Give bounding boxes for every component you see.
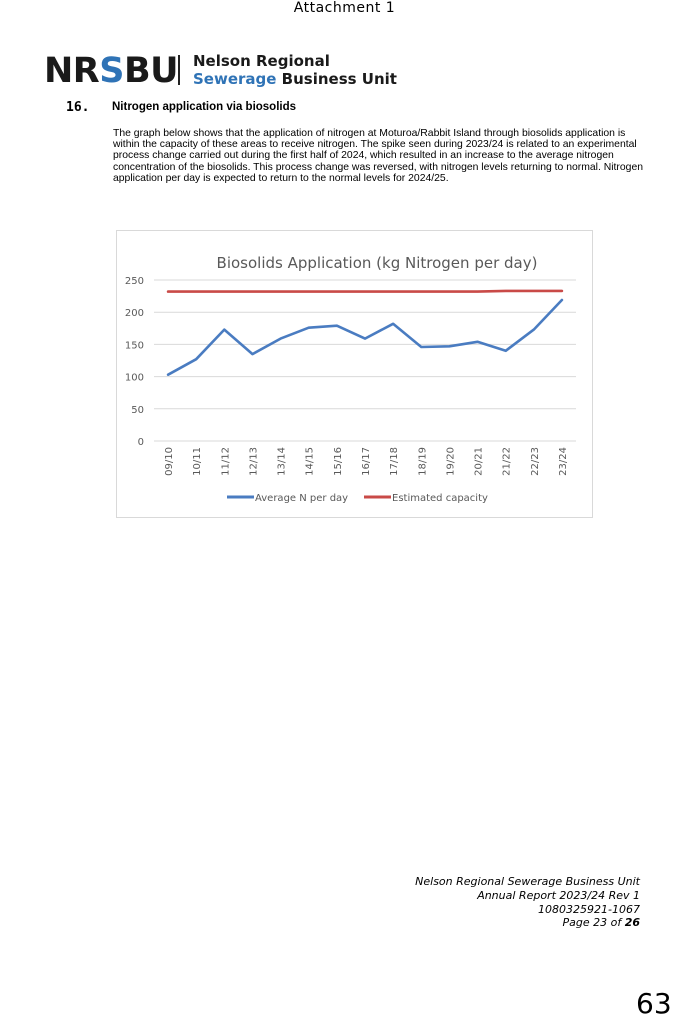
page-number: 63 xyxy=(636,987,672,1020)
y-tick-label: 0 xyxy=(137,437,144,448)
legend-label: Average N per day xyxy=(255,493,349,504)
x-tick-label: 19/20 xyxy=(445,447,457,476)
logo-divider xyxy=(178,55,180,85)
x-tick-label: 14/15 xyxy=(304,447,316,476)
logo-mark: NRSBU xyxy=(44,51,179,91)
section-number: 16. xyxy=(66,100,90,115)
y-tick-label: 150 xyxy=(124,340,144,352)
attachment-label: Attachment 1 xyxy=(293,0,396,16)
chart-container xyxy=(116,230,593,518)
footer xyxy=(415,875,640,930)
footer-report: Annual Report 2023/24 Rev 1 xyxy=(477,888,640,902)
y-tick-label: 250 xyxy=(124,276,144,287)
line-chart xyxy=(117,231,592,517)
x-tick-label: 09/10 xyxy=(164,447,176,476)
logo-text: Nelson Regional Sewerage Business Unit xyxy=(193,52,397,88)
x-tick-label: 15/16 xyxy=(332,447,344,476)
x-tick-label: 21/22 xyxy=(501,447,513,476)
y-tick-label: 200 xyxy=(124,308,144,320)
footer-doc-id: 1080325921-1067 xyxy=(538,902,640,916)
x-tick-label: 17/18 xyxy=(389,447,401,476)
x-tick-label: 16/17 xyxy=(361,447,372,476)
chart-title: Biosolids Application (kg Nitrogen per day) xyxy=(216,254,538,272)
footer-org: Nelson Regional Sewerage Business Unit xyxy=(415,875,640,888)
x-tick-label: 13/14 xyxy=(276,447,288,476)
x-tick-label: 11/12 xyxy=(220,447,232,476)
x-tick-label: 12/13 xyxy=(248,447,260,476)
x-tick-label: 20/21 xyxy=(473,447,485,476)
x-tick-label: 10/11 xyxy=(192,447,204,476)
section-title: Nitrogen application via biosolids xyxy=(112,101,297,113)
y-tick-label: 100 xyxy=(124,372,144,384)
footer-page: Page 23 of 26 xyxy=(562,916,640,930)
y-tick-label: 50 xyxy=(131,404,144,416)
series-line xyxy=(168,291,562,292)
series-line xyxy=(168,300,562,375)
x-tick-label: 22/23 xyxy=(529,447,541,476)
section-body: The graph below shows that the application of nitrogen at Moturoa/Rabbit Island through biosolids application is within the capacity of these areas to receive nitrogen. The spike seen during 2023/24 is related to an experimental process change carried out during the first half of 2024, which resulted in an increase to the average nitrogen concentration of the biosolids. This process change was reversed, with nitrogen levels returning to normal. Nitrogen application per day is expected to return to the normal levels for 2024/25. xyxy=(113,128,644,184)
x-tick-label: 18/19 xyxy=(417,447,429,476)
legend-label: Estimated capacity xyxy=(392,493,488,504)
x-tick-label: 23/24 xyxy=(557,447,569,476)
